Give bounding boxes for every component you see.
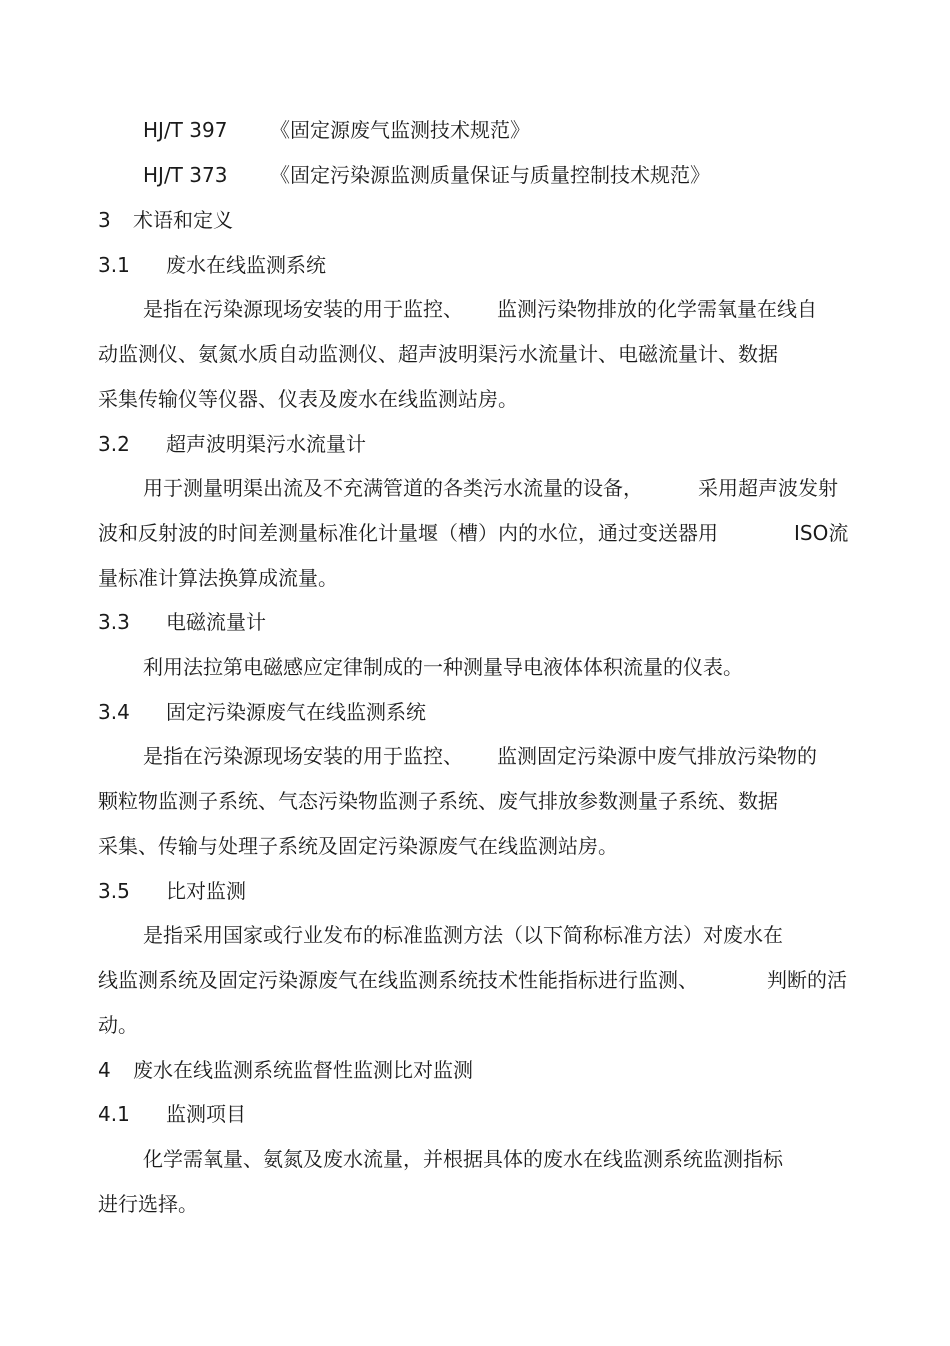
section-3-5-line-1: 是指采用国家或行业发布的标准监测方法（以下简称标准方法）对废水在 <box>143 923 783 947</box>
section-3-1-line-1b: 监测污染物排放的化学需氧量在线自 <box>497 297 817 321</box>
section-3-2-line-2a: 波和反射波的时间差测量标准化计量堰（槽）内的水位，通过变送器用 <box>98 521 718 545</box>
section-3-2-number: 3.2 <box>98 432 130 456</box>
section-4-heading: 废水在线监测系统监督性监测比对监测 <box>133 1058 473 1082</box>
section-4-1-line-2: 进行选择。 <box>98 1192 198 1216</box>
section-3-2-line-1a: 用于测量明渠出流及不充满管道的各类污水流量的设备， <box>143 476 643 500</box>
section-3-1-line-2: 动监测仪、氨氮水质自动监测仪、超声波明渠污水流量计、电磁流量计、数据 <box>98 342 778 366</box>
section-3-2-line-1b: 采用超声波发射 <box>698 476 838 500</box>
section-3-5-line-2a: 线监测系统及固定污染源废气在线监测系统技术性能指标进行监测、 <box>98 968 698 992</box>
section-3-5-line-2b: 判断的活 <box>767 968 847 992</box>
ref-code-hjt373: HJ/T 373 <box>143 163 228 187</box>
section-4-1-line-1: 化学需氧量、氨氮及废水流量，并根据具体的废水在线监测系统监测指标 <box>143 1147 783 1171</box>
section-3-5-line-3: 动。 <box>98 1013 138 1037</box>
section-3-3-number: 3.3 <box>98 610 130 634</box>
section-3-4-line-1b: 监测固定污染源中废气排放污染物的 <box>497 744 817 768</box>
section-3-2-line-3: 量标准计算法换算成流量。 <box>98 566 338 590</box>
section-3-number: 3 <box>98 208 111 232</box>
section-3-1-number: 3.1 <box>98 253 130 277</box>
section-4-1-number: 4.1 <box>98 1102 130 1126</box>
section-3-3-line-1: 利用法拉第电磁感应定律制成的一种测量导电液体体积流量的仪表。 <box>143 655 743 679</box>
ref-title-hjt373: 《固定污染源监测质量保证与质量控制技术规范》 <box>270 163 710 187</box>
section-3-4-number: 3.4 <box>98 700 130 724</box>
section-3-2-line-2b: ISO流 <box>794 521 849 545</box>
section-3-5-number: 3.5 <box>98 879 130 903</box>
section-3-2-heading: 超声波明渠污水流量计 <box>166 432 366 456</box>
section-3-4-line-2: 颗粒物监测子系统、气态污染物监测子系统、废气排放参数测量子系统、数据 <box>98 789 778 813</box>
section-4-number: 4 <box>98 1058 111 1082</box>
section-3-1-line-3: 采集传输仪等仪器、仪表及废水在线监测站房。 <box>98 387 518 411</box>
section-3-4-line-3: 采集、传输与处理子系统及固定污染源废气在线监测站房。 <box>98 834 618 858</box>
section-3-4-line-1a: 是指在污染源现场安装的用于监控、 <box>143 744 463 768</box>
ref-code-hjt397: HJ/T 397 <box>143 118 228 142</box>
ref-title-hjt397: 《固定源废气监测技术规范》 <box>270 118 530 142</box>
section-3-1-heading: 废水在线监测系统 <box>166 253 326 277</box>
section-3-heading: 术语和定义 <box>133 208 233 232</box>
section-3-1-line-1a: 是指在污染源现场安装的用于监控、 <box>143 297 463 321</box>
section-3-4-heading: 固定污染源废气在线监测系统 <box>166 700 426 724</box>
section-3-3-heading: 电磁流量计 <box>166 610 266 634</box>
section-4-1-heading: 监测项目 <box>166 1102 246 1126</box>
section-3-5-heading: 比对监测 <box>166 879 246 903</box>
